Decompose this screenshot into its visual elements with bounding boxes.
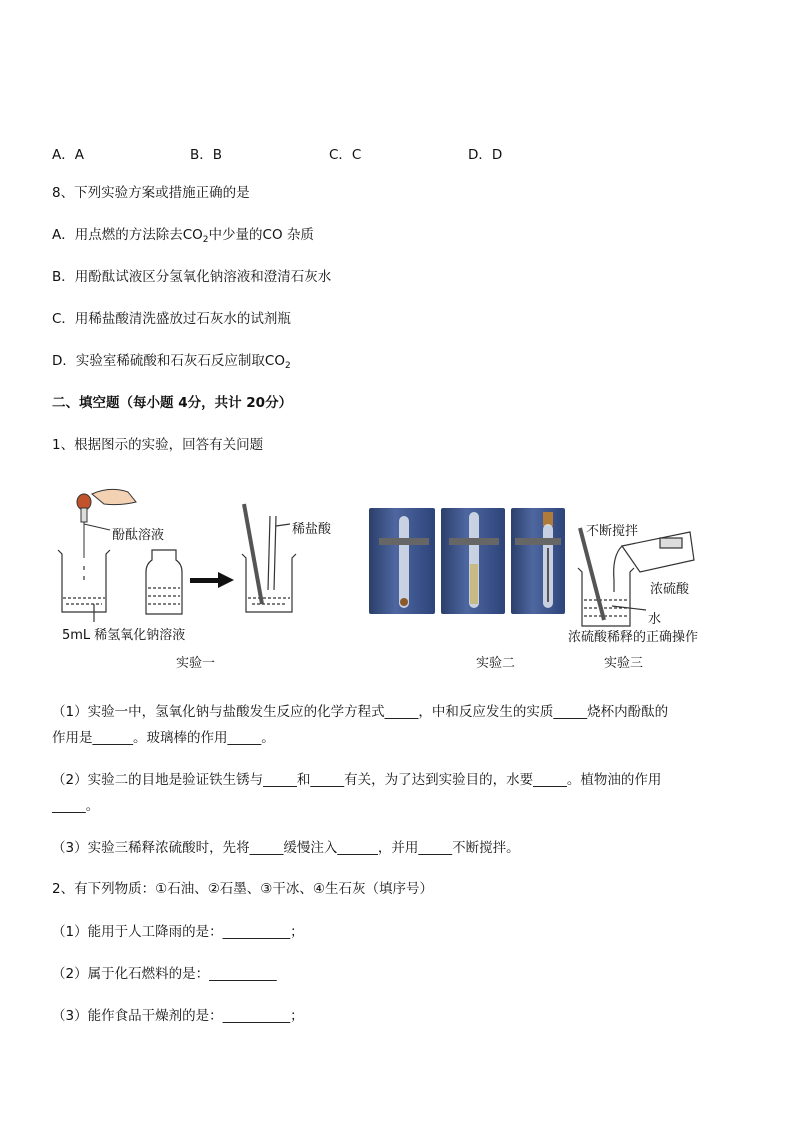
q1-part3: （3）实验三稀释浓硫酸时，先将_____缓慢注入______，并用_____不断搅拌。 <box>52 840 520 856</box>
test-tube-icon <box>369 508 435 614</box>
beaker-with-rod-icon <box>242 504 296 612</box>
q2-stem: 2、有下列物质：①石油、②石墨、③干冰、④生石灰（填序号） <box>52 881 433 897</box>
arrow-right-icon <box>190 572 234 588</box>
rust-test-photo-3 <box>511 508 565 614</box>
section-title: 二、填空题（每小题 4分，共计 20分） <box>52 395 293 411</box>
q8-option-a: A．用点燃的方法除去$CO_2$中少量的CO 杂质 <box>52 227 314 245</box>
q1-part1-line1: （1）实验一中，氢氧化钠与盐酸发生反应的化学方程式_____，中和反应发生的实质_____烧杯内酚酞的 <box>52 704 669 720</box>
q1-part2-line1: （2）实验二的目地是验证铁生锈与_____和_____有关，为了达到实验目的，水要_____。植物油的作用 <box>52 772 662 788</box>
label-hcl: 稀盐酸 <box>292 522 332 537</box>
rust-test-photo-2 <box>441 508 505 614</box>
option-b: B．B <box>190 147 223 163</box>
q2-sub3: （3）能作食品干燥剂的是：__________； <box>52 1008 304 1024</box>
q8-option-b: B．用酚酞试液区分氢氧化钠溶液和澄清石灰水 <box>52 269 332 285</box>
label-water: 水 <box>648 612 662 627</box>
label-dilution: 浓硫酸稀释的正确操作 <box>568 630 699 645</box>
caption-exp1: 实验一 <box>176 656 216 671</box>
experiment-figure <box>0 480 794 680</box>
label-conc-acid: 浓硫酸 <box>650 582 690 597</box>
test-tube-icon <box>511 508 565 614</box>
label-phenolphthalein: 酚酞溶液 <box>112 528 165 543</box>
q8-stem: 8、下列实验方案或措施正确的是 <box>52 185 250 201</box>
reagent-bottle-icon <box>146 550 182 614</box>
option-d: D．D <box>468 147 503 163</box>
option-a: A．A <box>52 147 84 163</box>
option-c: C．C <box>329 147 362 163</box>
caption-exp2: 实验二 <box>476 656 516 671</box>
caption-exp3: 实验三 <box>604 656 644 671</box>
test-tube-icon <box>441 508 505 614</box>
q1-stem: 1、根据图示的实验，回答有关问题 <box>52 437 264 453</box>
dilution-setup-icon <box>578 528 694 626</box>
q1-part2-line2: _____。 <box>52 798 100 814</box>
q1-part1-line2: 作用是______。玻璃棒的作用_____。 <box>52 730 275 746</box>
q2-sub2: （2）属于化石燃料的是：__________ <box>52 966 277 982</box>
label-stir: 不断搅拌 <box>586 524 639 539</box>
q8-option-c: C．用稀盐酸清洗盛放过石灰水的试剂瓶 <box>52 311 291 327</box>
rust-test-photo-1 <box>369 508 435 614</box>
beaker-icon <box>58 550 110 622</box>
q8-option-d: D．实验室稀硫酸和石灰石反应制取$CO_2$ <box>52 353 291 371</box>
label-naoh: 5mL 稀氢氧化钠溶液 <box>62 628 186 643</box>
q2-sub1: （1）能用于人工降雨的是：__________； <box>52 924 304 940</box>
